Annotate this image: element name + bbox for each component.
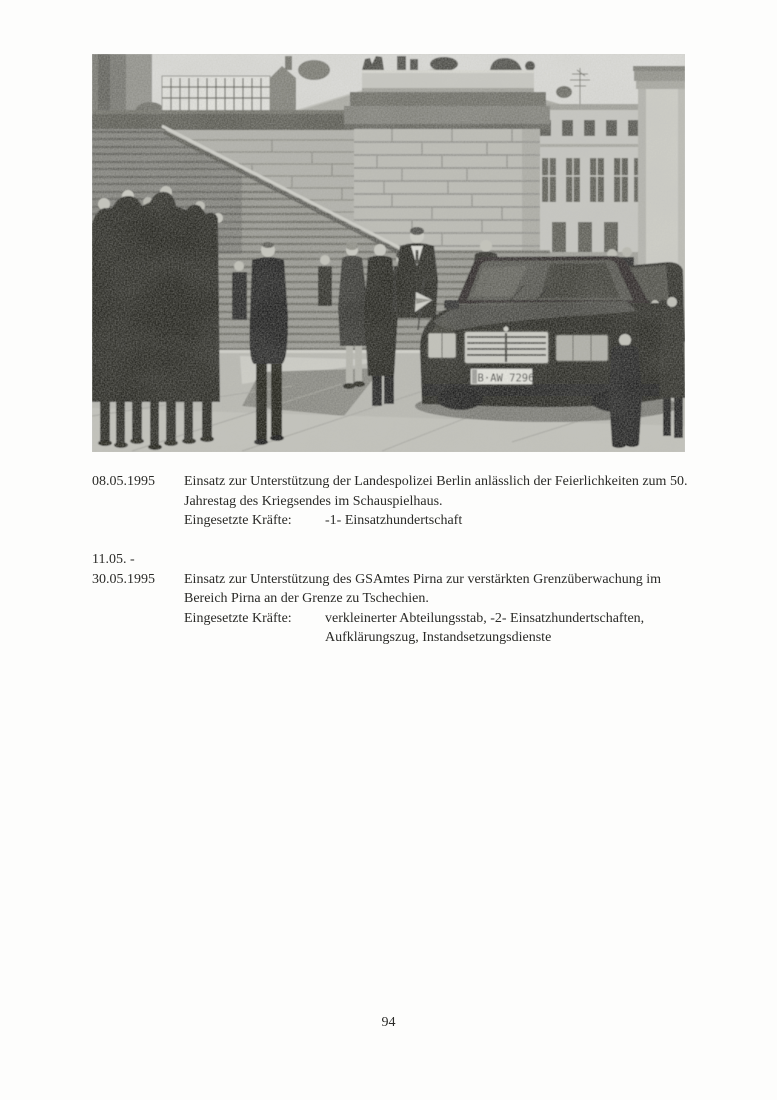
forces-label: Eingesetzte Kräfte: xyxy=(184,610,292,626)
entry-body xyxy=(184,472,708,531)
forces-row xyxy=(184,511,708,531)
entry-text-line: Einsatz zur Unterstützung der Landespolizei Berlin anlässlich der Feierlichkeiten zum 50. xyxy=(184,474,688,489)
forces-row xyxy=(184,609,708,629)
deployment-entry xyxy=(92,472,708,531)
forces-label: Eingesetzte Kräfte: xyxy=(184,513,292,528)
entry-body xyxy=(184,550,708,648)
entry-date xyxy=(92,550,184,648)
forces-value: -1- Einsatzhundertschaft xyxy=(325,513,463,528)
entry-text-line: Bereich Pirna an der Grenze zu Tschechien. xyxy=(184,591,429,606)
forces-value: Aufklärungszug, Instandsetzungsdienste xyxy=(325,630,552,645)
entry-date-line: 30.05.1995 xyxy=(92,571,155,587)
entry-text-line: Einsatz zur Unterstützung des GSAmtes Pirna zur verstärkten Grenzüberwachung im xyxy=(184,571,662,587)
page-number: 94 xyxy=(381,1015,396,1030)
license-plate-text: B·AW 7296 xyxy=(477,372,535,385)
event-photo-illustration xyxy=(92,54,685,452)
event-photograph xyxy=(92,54,685,452)
forces-value: verkleinerter Abteilungsstab, -2- Einsatzhundertschaften, xyxy=(325,610,645,626)
deployment-entries xyxy=(92,472,708,648)
entry-date-line: 08.05.1995 xyxy=(92,474,155,489)
photo-tone-overlay xyxy=(92,54,685,452)
forces-label xyxy=(184,628,325,648)
entry-date-line: 11.05. - xyxy=(92,552,135,567)
entry-date xyxy=(92,472,184,531)
forces-row xyxy=(184,628,708,648)
deployment-entry xyxy=(92,550,708,648)
entry-text-line: Jahrestag des Kriegsendes im Schauspielhaus. xyxy=(184,493,443,509)
